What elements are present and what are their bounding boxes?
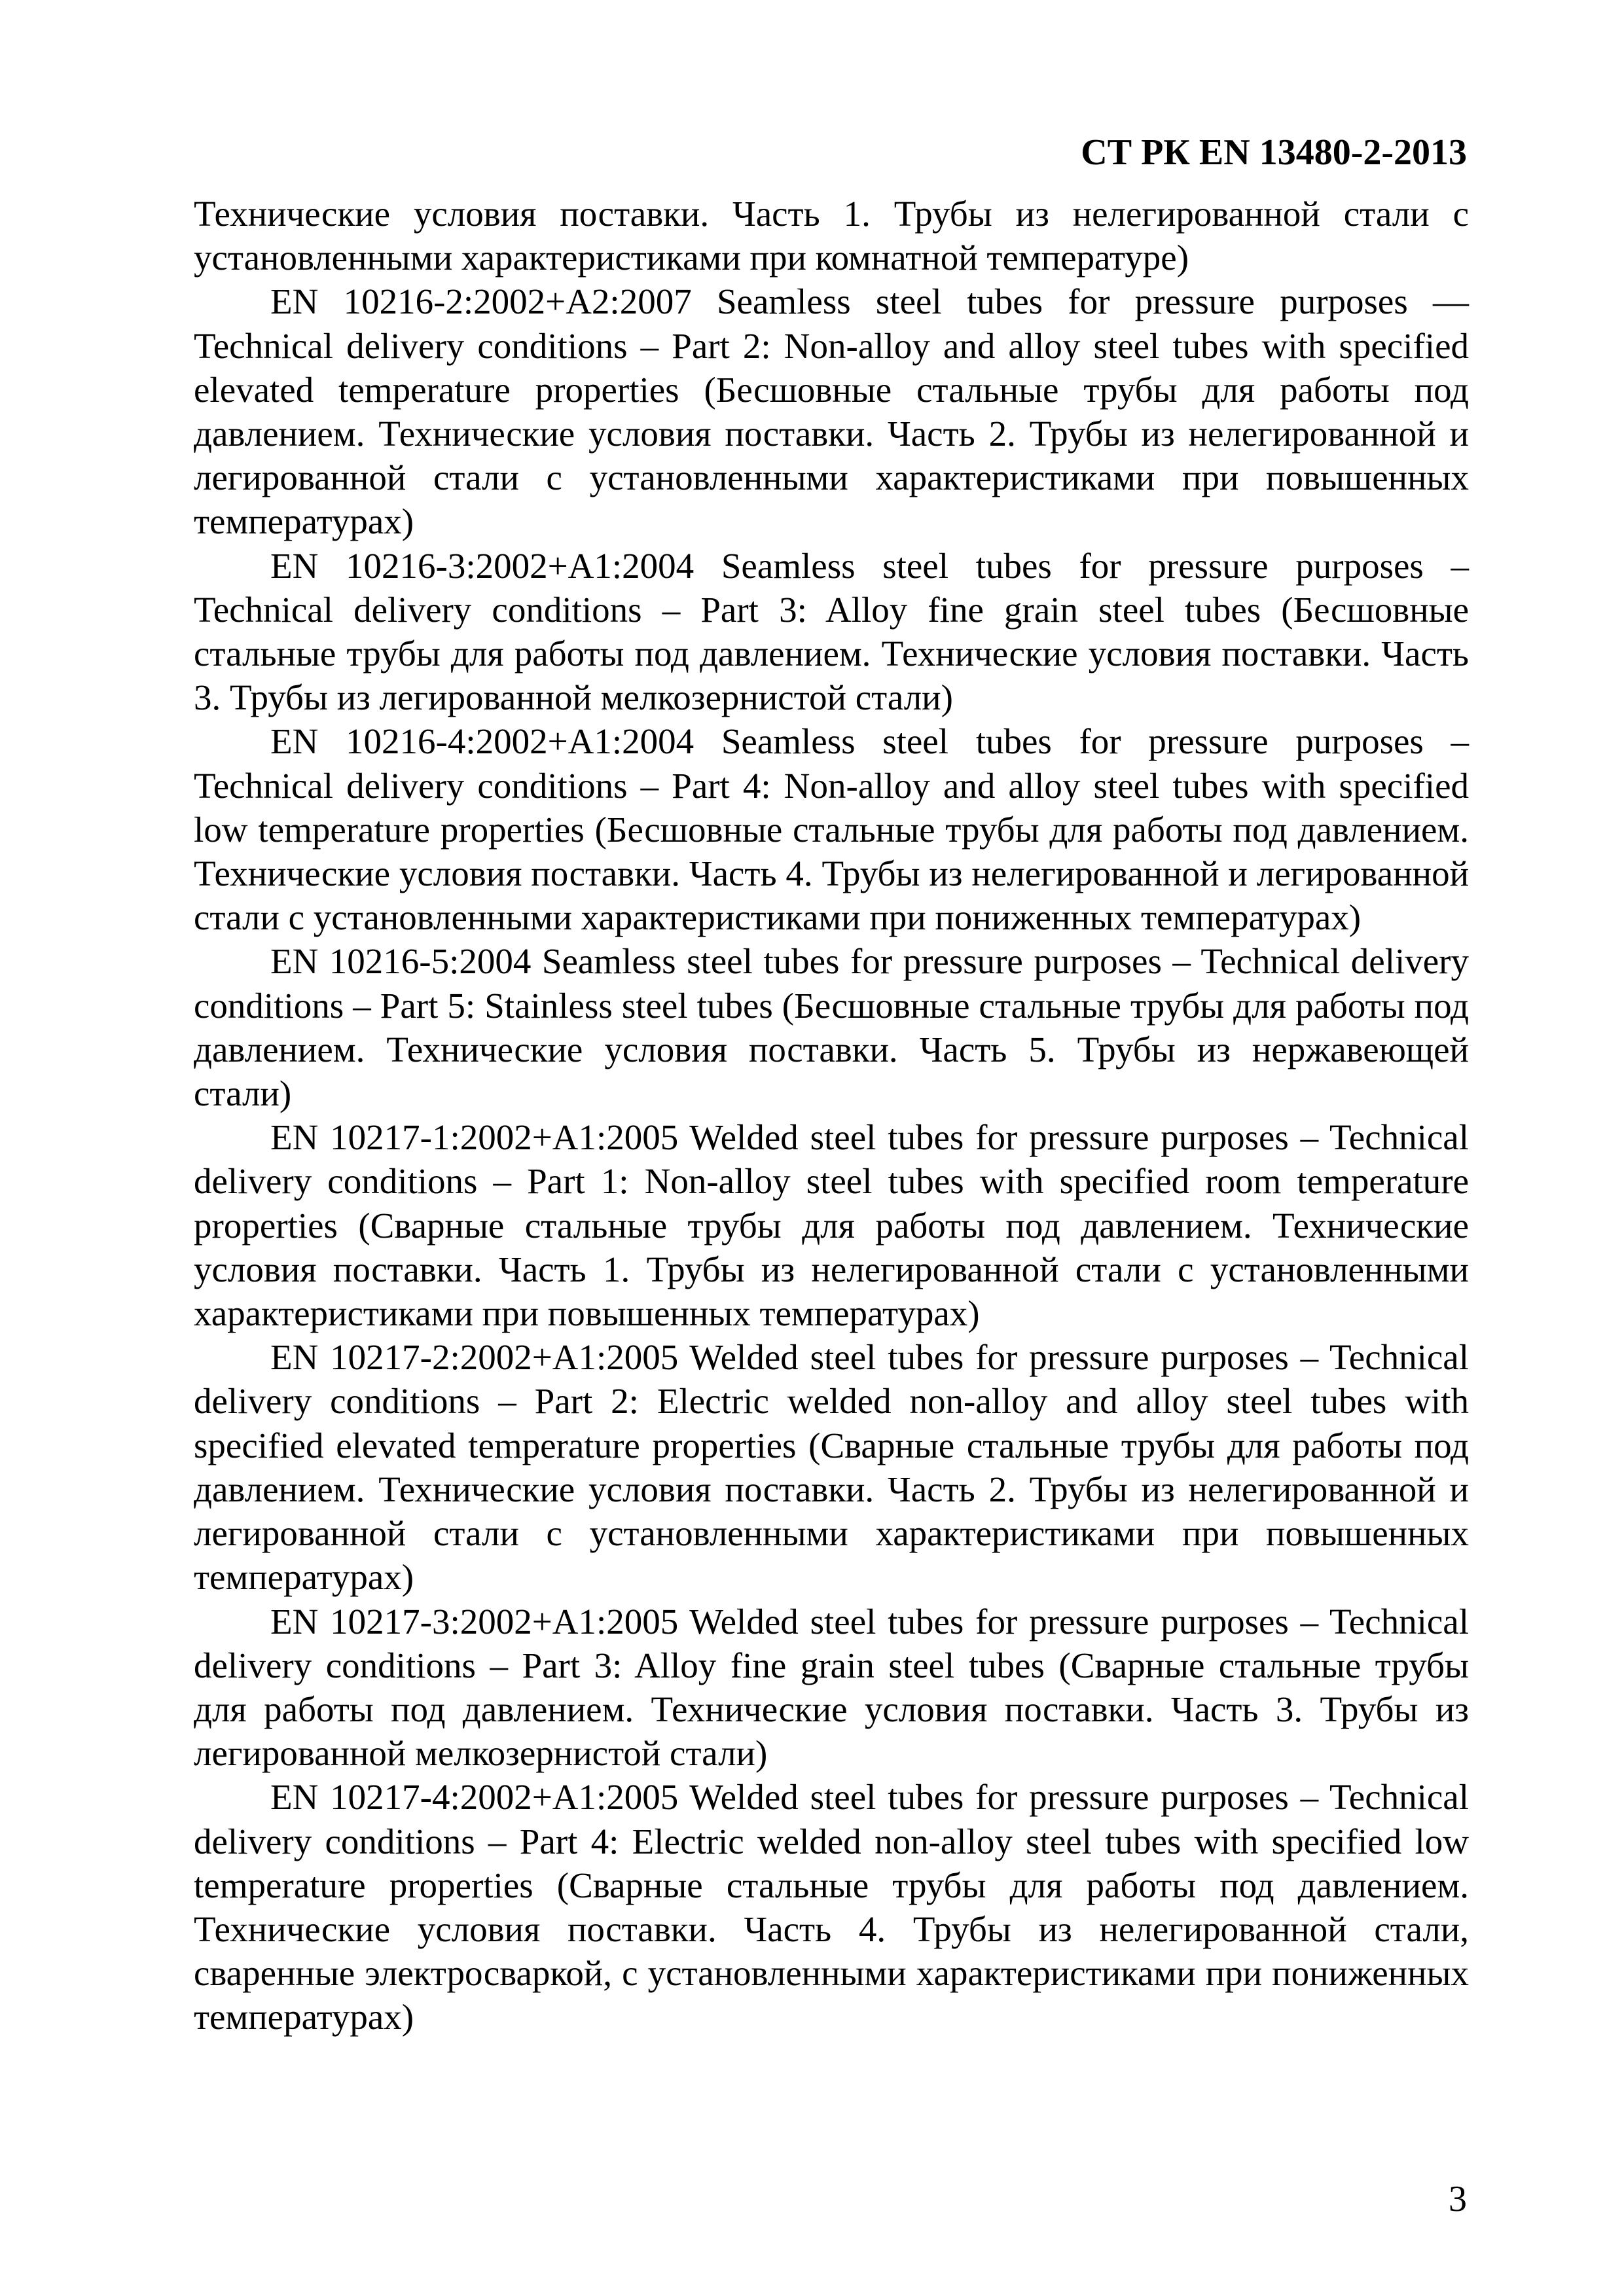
- document-code-header: СТ РК EN 13480-2-2013: [1081, 132, 1467, 173]
- reference-en-10217-3: EN 10217-3:2002+A1:2005 Welded steel tubes for pressure purposes – Technical delivery conditions – Part 3: Alloy fine grain steel tubes (Сварные стальные трубы для работы под давлением. Технические условия поставки. Часть 3. Трубы из легированной мелкозернистой стали): [194, 1601, 1469, 1774]
- reference-en-10216-2: EN 10216-2:2002+A2:2007 Seamless steel tubes for pressure purposes — Technical delivery conditions – Part 2: Non-alloy and alloy steel tubes with specified elevated temperature properties (Бесшовные стальные трубы для работы под давлением. Технические условия поставки. Часть 2. Трубы из нелегированной и легированной стали с установленными характеристиками при повышенных температурах): [194, 281, 1469, 542]
- page-number: 3: [1449, 2179, 1467, 2219]
- reference-en-10216-3: EN 10216-3:2002+A1:2004 Seamless steel tubes for pressure purposes – Technical delivery conditions – Part 3: Alloy fine grain steel tubes (Бесшовные стальные трубы для работы под давлением. Технические условия поставки. Часть 3. Трубы из легированной мелкозернистой стали): [194, 545, 1469, 718]
- reference-en-10217-2: EN 10217-2:2002+A1:2005 Welded steel tubes for pressure purposes – Technical delivery conditions – Part 2: Electric welded non-alloy and alloy steel tubes with specified elevated temperature properties (Сварные стальные трубы для работы под давлением. Технические условия поставки. Часть 2. Трубы из нелегированной и легированной стали с установленными характеристиками при повышенных температурах): [194, 1337, 1469, 1598]
- document-body: [194, 192, 1469, 2039]
- paragraph-continuation: Технические условия поставки. Часть 1. Трубы из нелегированной стали с установленными характеристиками при комнатной температуре): [194, 194, 1469, 278]
- reference-en-10217-1: EN 10217-1:2002+A1:2005 Welded steel tubes for pressure purposes – Technical delivery conditions – Part 1: Non-alloy steel tubes with specified room temperature properties (Сварные стальные трубы для работы под давлением. Технические условия поставки. Часть 1. Трубы из нелегированной стали с установленными характеристиками при повышенных температурах): [194, 1117, 1469, 1334]
- reference-en-10216-4: EN 10216-4:2002+A1:2004 Seamless steel tubes for pressure purposes – Technical delivery conditions – Part 4: Non-alloy and alloy steel tubes with specified low temperature properties (Бесшовные стальные трубы для работы под давлением. Технические условия поставки. Часть 4. Трубы из нелегированной и легированной стали с установленными характеристиками при пониженных температурах): [194, 721, 1469, 938]
- reference-en-10216-5: EN 10216-5:2004 Seamless steel tubes for pressure purposes – Technical delivery conditions – Part 5: Stainless steel tubes (Бесшовные стальные трубы для работы под давлением. Технические условия поставки. Часть 5. Трубы из нержавеющей стали): [194, 941, 1469, 1114]
- reference-en-10217-4: EN 10217-4:2002+A1:2005 Welded steel tubes for pressure purposes – Technical delivery conditions – Part 4: Electric welded non-alloy steel tubes with specified low temperature properties (Сварные стальные трубы для работы под давлением. Технические условия поставки. Часть 4. Трубы из нелегированной стали, сваренные электросваркой, с установленными характеристиками при пониженных температурах): [194, 1777, 1469, 2037]
